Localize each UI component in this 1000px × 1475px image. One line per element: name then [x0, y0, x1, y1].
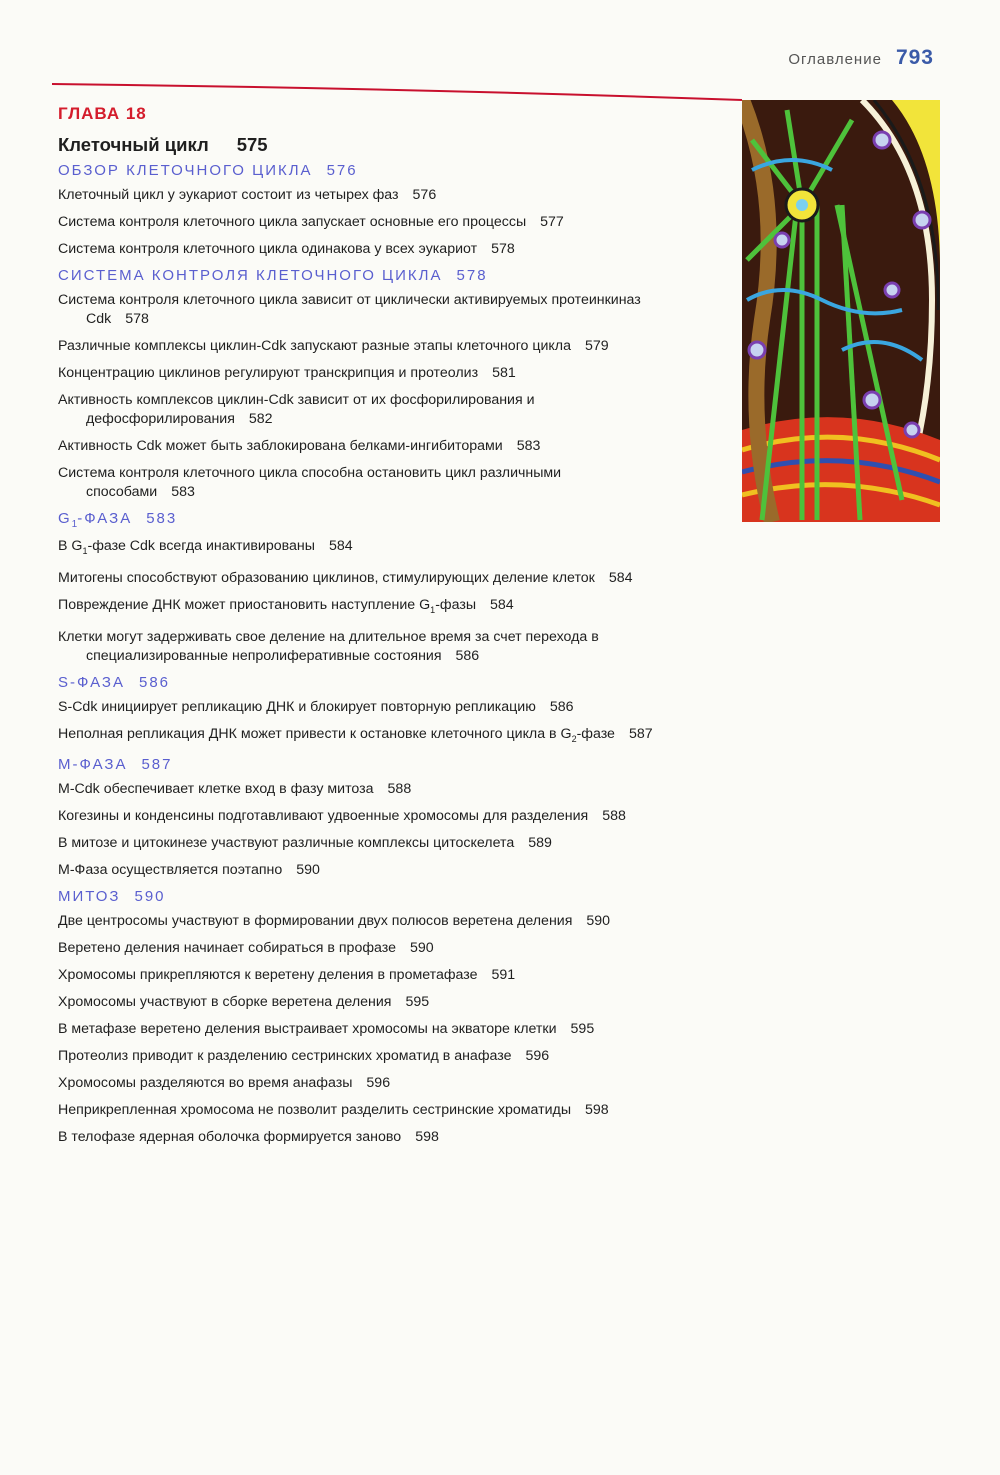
toc-entry: Хромосомы разделяются во время анафазы 596 [58, 1075, 391, 1092]
toc-entry: Две центросомы участвуют в формировании двух полюсов веретена деления 590 [58, 913, 611, 930]
toc-entry: Повреждение ДНК может приостановить наступление $G_1$-фазы 584 [58, 596, 514, 615]
section-heading: $G_1$-ФАЗА 583 [58, 510, 178, 530]
toc-entry: В телофазе ядерная оболочка формируется заново 598 [58, 1129, 439, 1146]
toc-entry: Неприкрепленная хромосома не позволит разделить сестринские хроматиды 598 [58, 1102, 609, 1119]
table-of-contents [58, 104, 658, 1155]
toc-entry: Активность Cdk может быть заблокирована белками-ингибиторами 583 [58, 438, 541, 454]
toc-entry: Активность комплексов циклин-Cdk зависит от их фосфорилирования и дефосфорилирования 582 [58, 392, 535, 427]
toc-entry: Хромосомы прикрепляются к веретену деления в прометафазе 591 [58, 967, 516, 984]
toc-entry: Когезины и конденсины подготавливают удвоенные хромосомы для разделения 588 [58, 808, 626, 825]
section-heading: S-ФАЗА 586 [58, 673, 171, 691]
toc-entry: Клеточный цикл у эукариот состоит из четырех фаз 576 [58, 187, 437, 203]
toc-entry: В метафазе веретено деления выстраивает хромосомы на экваторе клетки 595 [58, 1021, 595, 1038]
chapter-title-text: Клеточный цикл [58, 134, 209, 155]
toc-entry: Клетки могут задерживать свое деление на длительное время за счет перехода в специализированные непролиферативные состояния 586 [58, 628, 599, 664]
toc-entry: M-Cdk обеспечивает клетке вход в фазу митоза 588 [58, 781, 412, 798]
toc-entry: В митозе и цитокинезе участвуют различные комплексы цитоскелета 589 [58, 835, 552, 852]
section-heading: ОБЗОР КЛЕТОЧНОГО ЦИКЛА 576 [58, 162, 358, 179]
toc-entry: В $G_1$-фазе Cdk всегда инактивированы 584 [58, 538, 353, 556]
chapter-title [58, 134, 658, 156]
section-heading: М-ФАЗА 587 [58, 756, 173, 774]
chapter-page: 575 [236, 134, 268, 155]
toc-entry: Система контроля клеточного цикла одинакова у всех эукариот 578 [58, 241, 515, 257]
toc-entry: S-Cdk инициирует репликацию ДНК и блокирует повторную репликацию 586 [58, 698, 574, 715]
toc-entry: М-Фаза осуществляется поэтапно 590 [58, 862, 320, 879]
toc-entry: Хромосомы участвуют в сборке веретена деления 595 [58, 994, 430, 1011]
toc-entry: Различные комплексы циклин-Cdk запускают разные этапы клеточного цикла 579 [58, 338, 609, 354]
toc-entry: Концентрацию циклинов регулируют транскрипция и протеолиз 581 [58, 365, 516, 381]
toc-entry: Система контроля клеточного цикла запускает основные его процессы 577 [58, 214, 564, 230]
chapter-label: ГЛАВА 18 [58, 104, 147, 123]
toc-entry: Система контроля клеточного цикла зависит от циклически активируемых протеинкиназ Cdk 578 [58, 292, 641, 327]
toc-entry: Митогены способствуют образованию циклинов, стимулирующих деление клеток 584 [58, 569, 633, 586]
toc-entry: Веретено деления начинает собираться в профазе 590 [58, 940, 434, 957]
toc-entry: Система контроля клеточного цикла способна остановить цикл различными способами 583 [58, 465, 562, 500]
running-head-title: Оглавление [788, 51, 882, 68]
page-number: 793 [895, 46, 934, 69]
toc-entry: Неполная репликация ДНК может привести к остановке клеточного цикла в $G_2$-фазе 587 [58, 725, 653, 744]
section-heading: СИСТЕМА КОНТРОЛЯ КЛЕТОЧНОГО ЦИКЛА 578 [58, 267, 488, 284]
section-heading: МИТОЗ 590 [58, 888, 166, 906]
chapter-illustration [742, 100, 940, 522]
toc-entry: Протеолиз приводит к разделению сестринских хроматид в анафазе 596 [58, 1048, 550, 1065]
